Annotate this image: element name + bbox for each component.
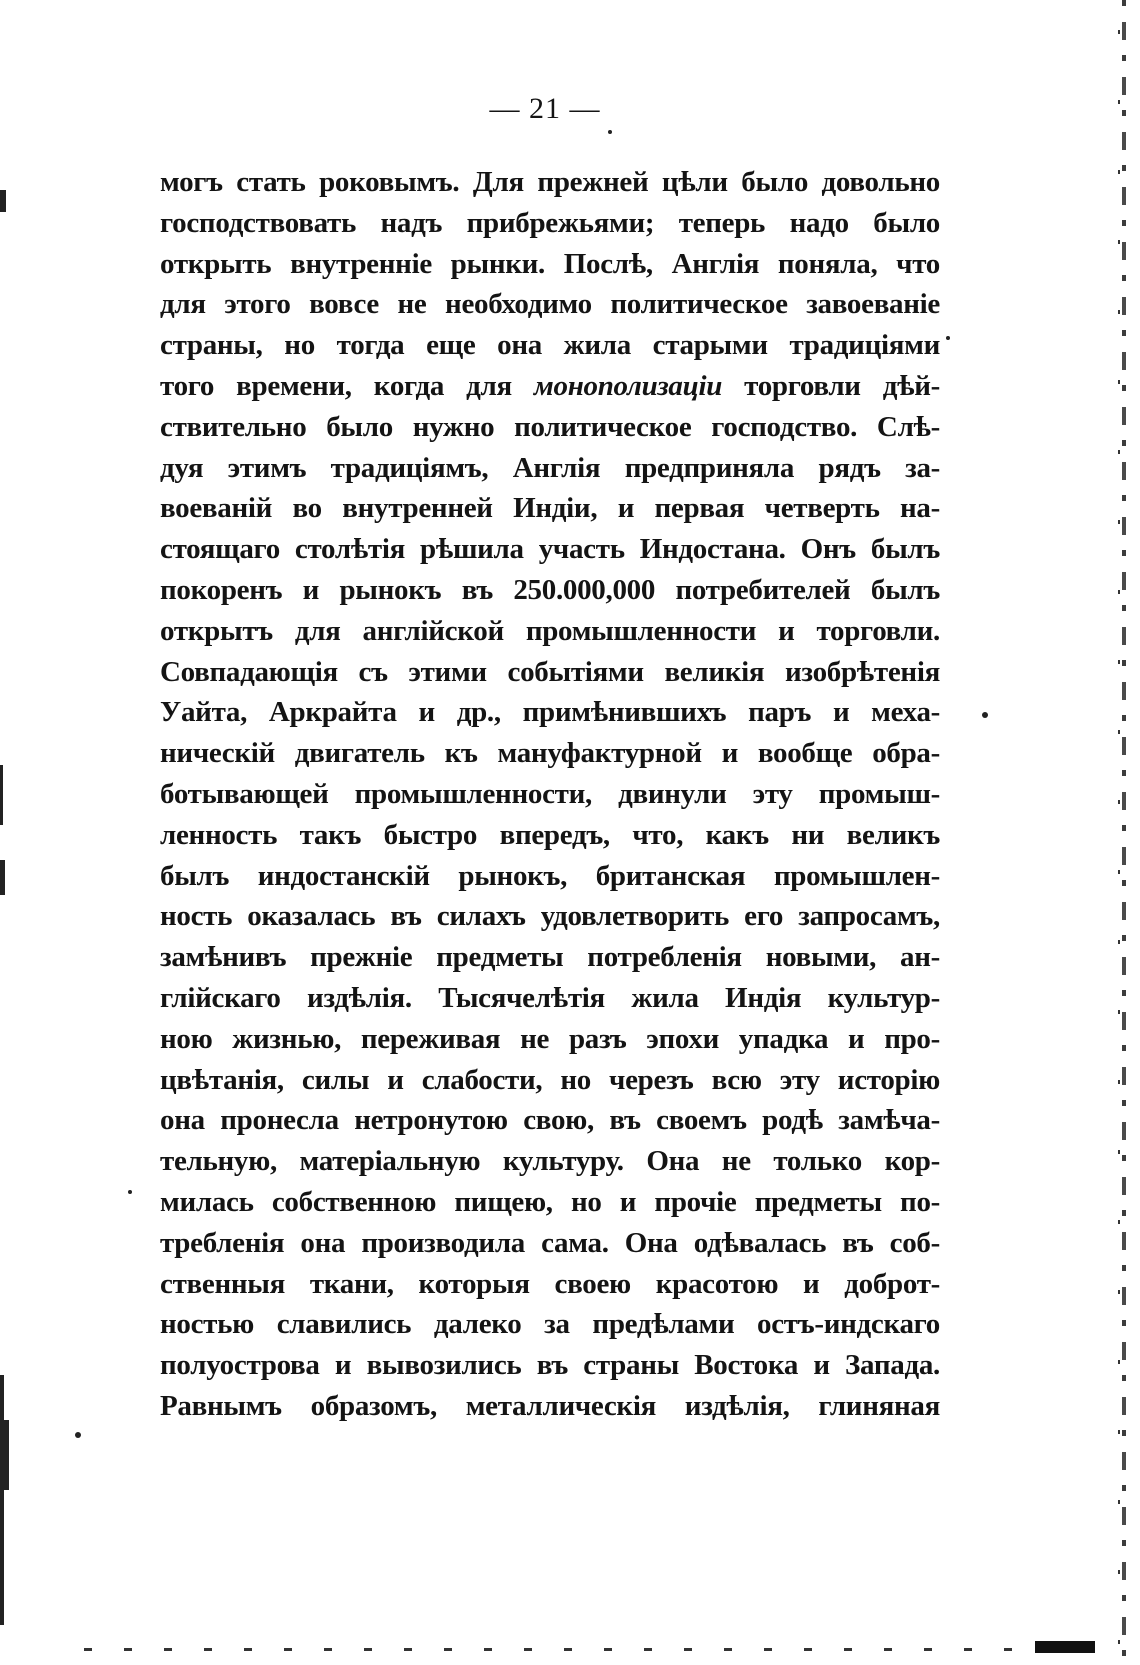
text-line: цвѣтанія, силы и слабости, но черезъ всю эту исторію — [160, 1063, 940, 1096]
scan-edge-bottom — [70, 1648, 1120, 1651]
text-segment: торговли дѣй- — [744, 369, 941, 402]
text-line: для этого вовсе не необходимо политическое завоеваніе — [160, 288, 940, 321]
scan-speck — [608, 130, 612, 134]
scan-edge-right-inner — [1118, 0, 1120, 1665]
text-line: ническій двигатель къ мануфактурной и вообще обра- — [160, 737, 940, 770]
text-line: покоренъ и рынокъ въ 250.000,000 потребителей былъ — [160, 573, 940, 606]
text-line: тельную, матеріальную культуру. Она не только кор- — [160, 1145, 940, 1178]
text-line: ность оказалась въ силахъ удовлетворить его запросамъ, — [160, 900, 940, 933]
text-line: воеваній во внутренней Индіи, и первая четверть на- — [160, 492, 940, 525]
scan-speck — [982, 712, 988, 718]
text-line: былъ индостанскій рынокъ, британская промышлен- — [160, 859, 940, 892]
body-text — [160, 162, 940, 1427]
scan-speck — [75, 1432, 81, 1438]
text-segment: того времени, когда для — [160, 369, 512, 402]
text-line: открытъ для англійской промышленности и торговли. — [160, 614, 940, 647]
text-line: Равнымъ образомъ, металлическія издѣлія, глиняная — [160, 1389, 940, 1422]
text-line: Совпадающія съ этими событіями великія изобрѣтенія — [160, 655, 940, 688]
scan-mark-left — [0, 1375, 4, 1625]
page-number: — 21 — — [489, 92, 601, 125]
text-line: требленія она производила сама. Она одѣвалась въ соб- — [160, 1226, 940, 1259]
scan-mark-left — [0, 765, 3, 825]
text-line: ностью славились далеко за предѣлами остъ-индскаго — [160, 1308, 940, 1341]
scan-mark-bottom — [1035, 1641, 1095, 1653]
scan-speck — [128, 1190, 132, 1194]
text-line: ственныя ткани, которыя своею красотою и доброт- — [160, 1267, 940, 1300]
text-line: дуя этимъ традиціямъ, Англія предприняла рядъ за- — [160, 451, 940, 484]
text-line: ною жизнью, переживая не разъ эпохи упадка и про- — [160, 1022, 940, 1055]
scan-mark-left — [0, 860, 5, 895]
scan-mark-left — [0, 190, 6, 212]
text-line: могъ стать роковымъ. Для прежней цѣли было довольно — [160, 166, 940, 198]
scan-edge-right — [1122, 0, 1126, 1665]
scan-mark-left — [0, 1420, 9, 1490]
italic-word: монополизаціи — [533, 369, 723, 402]
text-line: ленность такъ быстро впередъ, что, какъ ни великъ — [160, 818, 940, 851]
text-line: она пронесла нетронутою свою, въ своемъ родѣ замѣча- — [160, 1104, 940, 1137]
text-line: стоящаго столѣтія рѣшила участь Индостана. Онъ былъ — [160, 533, 940, 566]
text-line: Уайта, Аркрайта и др., примѣнившихъ паръ и меха- — [160, 696, 940, 729]
scan-speck — [946, 336, 950, 340]
text-line: открыть внутренніе рынки. Послѣ, Англія поняла, что — [160, 247, 940, 280]
text-line: замѣнивъ прежніе предметы потребленія новыми, ан- — [160, 941, 940, 974]
text-line: глійскаго издѣлія. Тысячелѣтія жила Индія культур- — [160, 981, 940, 1014]
text-line: ботывающей промышленности, двинули эту промыш- — [160, 777, 940, 810]
text-line: ствительно было нужно политическое господство. Слѣ- — [160, 410, 940, 443]
text-line: господствовать надъ прибрежьями; теперь надо было — [160, 206, 940, 239]
text-line-with-italic — [160, 366, 940, 407]
text-line: полуострова и вывозились въ страны Востока и Запада. — [160, 1349, 940, 1382]
text-line: страны, но тогда еще она жила старыми традиціями — [160, 329, 940, 362]
text-line: милась собственною пищею, но и прочіе предметы по- — [160, 1185, 940, 1218]
